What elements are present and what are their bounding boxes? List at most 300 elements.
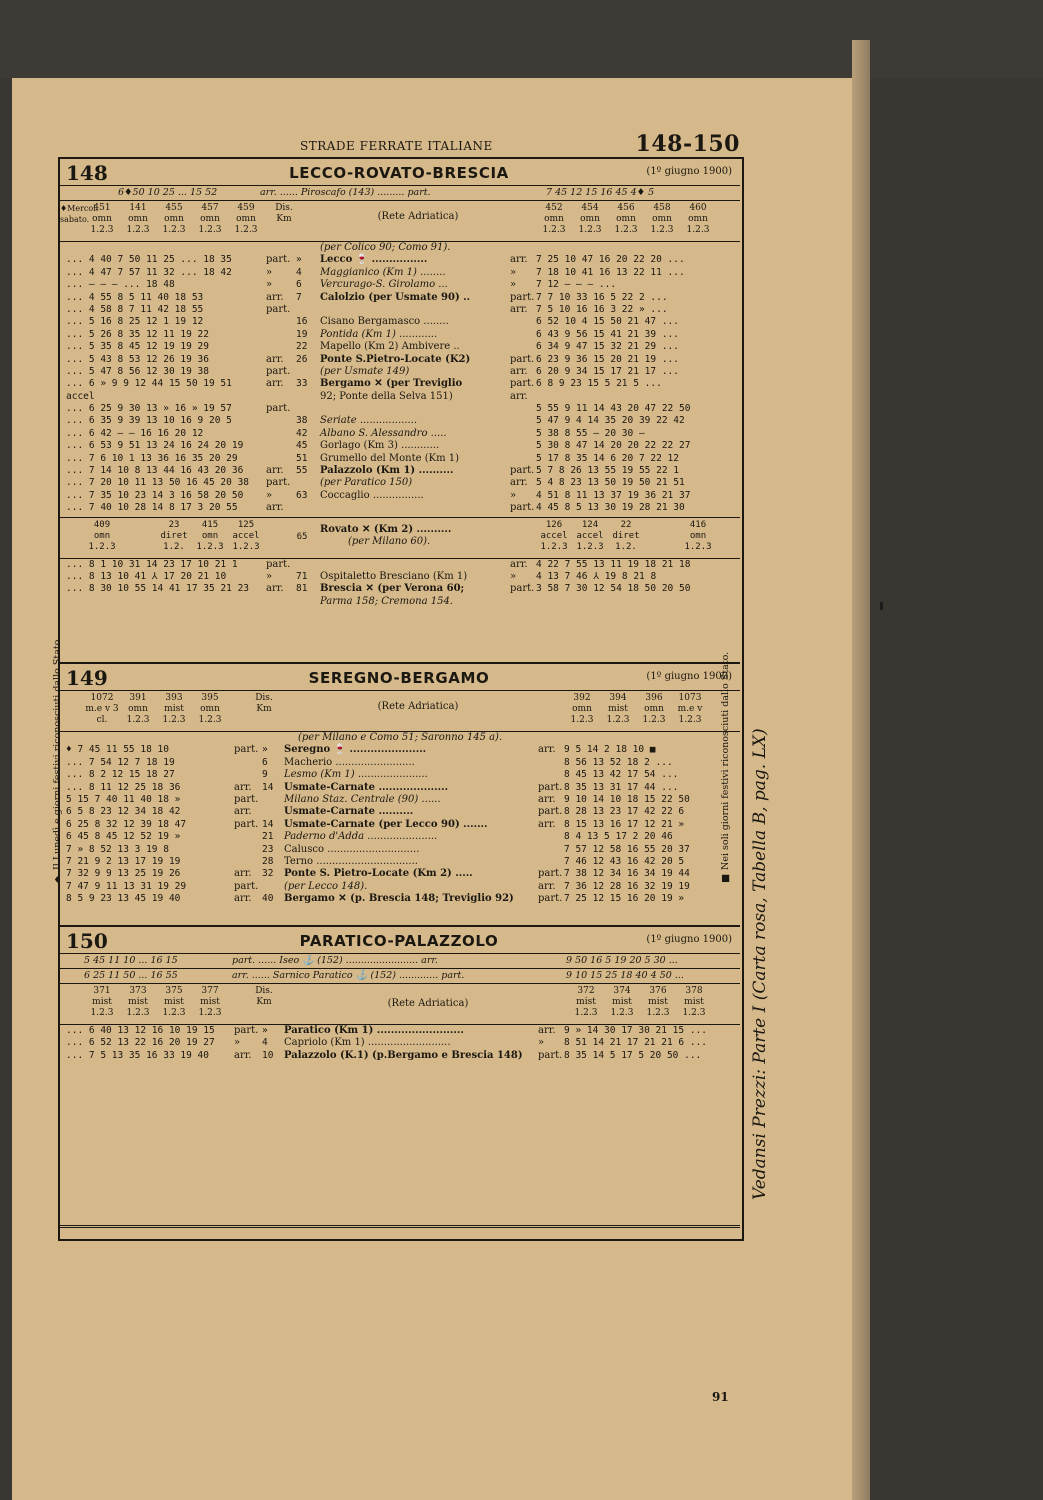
departure-times: ... 4 47 7 57 11 32 ... 18 42 bbox=[66, 266, 232, 278]
station-name: Lecco 🍷 ................ bbox=[320, 254, 428, 266]
train-head: 415 omn 1.2.3 bbox=[196, 519, 224, 552]
header-pages: 148-150 bbox=[635, 131, 740, 157]
departure-times: ... 4 40 7 50 11 25 ... 18 35 bbox=[66, 254, 232, 266]
km-cell: 38 bbox=[296, 415, 308, 427]
arr-part-marker: arr. bbox=[538, 744, 556, 756]
train-header-row-2 bbox=[58, 517, 740, 559]
bar-right-times: 9 10 15 25 18 40 4 50 ... bbox=[566, 970, 684, 981]
km-cell: 6 bbox=[296, 279, 302, 291]
table-row bbox=[58, 490, 740, 502]
departure-times: ... 8 1 10 31 14 23 17 10 21 1 bbox=[66, 558, 238, 570]
return-times: 8 45 13 42 17 54 ... bbox=[564, 769, 679, 781]
arr-part-marker: arr. bbox=[266, 291, 284, 303]
timetable-rows bbox=[58, 1025, 740, 1062]
section-date: (1º giugno 1900) bbox=[646, 166, 732, 177]
station-name: Seregno 🍷 ...................... bbox=[284, 744, 427, 756]
bar-middle-text: arr. ...... Sarnico Paratico ⚓ (152) ............. part. bbox=[232, 970, 465, 981]
table-row bbox=[58, 893, 740, 905]
table-row bbox=[58, 354, 740, 366]
km-cell: 28 bbox=[262, 855, 274, 867]
arr-part-marker: arr. bbox=[266, 353, 284, 365]
table-row bbox=[58, 583, 740, 595]
arr-part-marker: arr. bbox=[510, 365, 528, 377]
table-row bbox=[58, 844, 740, 856]
return-times: 7 46 12 43 16 42 20 5 bbox=[564, 855, 685, 867]
table-row bbox=[58, 881, 740, 893]
train-head: 395 omn 1.2.3 bbox=[198, 693, 222, 725]
station-name: (per Paratico 150) bbox=[320, 477, 413, 489]
table-row bbox=[58, 329, 740, 341]
station-name: Ospitaletto Bresciano (Km 1) bbox=[320, 570, 468, 582]
book-background bbox=[0, 0, 1043, 78]
arr-part-marker: » bbox=[510, 570, 517, 582]
departure-times: ... 4 58 8 7 11 42 18 55 bbox=[66, 303, 204, 315]
station-note: (per Milano 60). bbox=[348, 535, 431, 547]
header-title: STRADE FERRATE ITALIANE bbox=[300, 139, 493, 153]
table-row bbox=[58, 415, 740, 427]
train-head: 141 omn 1.2.3 bbox=[126, 203, 150, 235]
return-times: 4 45 8 5 13 30 19 28 21 30 bbox=[536, 502, 685, 514]
train-head: 23 diret 1.2. bbox=[160, 519, 188, 552]
km-cell: 19 bbox=[296, 328, 308, 340]
return-times: 4 51 8 11 13 37 19 36 21 37 bbox=[536, 489, 691, 501]
train-head: 393 mist 1.2.3 bbox=[162, 693, 186, 725]
station-name: Bergamo ✕ (per Treviglio bbox=[320, 378, 463, 390]
km-cell: 71 bbox=[296, 570, 308, 582]
table-row bbox=[58, 428, 740, 440]
departure-times: ... 6 53 9 51 13 24 16 24 20 19 bbox=[66, 440, 244, 452]
return-times: 6 23 9 36 15 20 21 19 ... bbox=[536, 353, 679, 365]
train-head: 454 omn 1.2.3 bbox=[578, 203, 602, 235]
arr-part-marker: » bbox=[510, 489, 517, 501]
km-cell: 14 bbox=[262, 781, 274, 793]
return-times: 7 7 10 33 16 5 22 2 ... bbox=[536, 291, 668, 303]
departure-times: 7 32 9 9 13 25 19 26 bbox=[66, 868, 181, 880]
pin-mark bbox=[880, 602, 883, 610]
return-times: 7 57 12 58 16 55 20 37 bbox=[564, 843, 690, 855]
train-header-row bbox=[58, 691, 740, 732]
km-cell: 23 bbox=[262, 843, 274, 855]
table-row bbox=[58, 571, 740, 583]
station-name: Paratico (Km 1) ......................... bbox=[284, 1025, 464, 1036]
arr-part-marker: arr. bbox=[266, 378, 284, 390]
departure-times: ♦ 7 45 11 55 18 10 bbox=[66, 744, 169, 756]
route-end-note: Parma 158; Cremona 154. bbox=[320, 595, 453, 607]
arr-part-marker: arr. bbox=[538, 818, 556, 830]
network-label: (Rete Adriatica) bbox=[377, 701, 459, 712]
arr-part-marker: » bbox=[266, 570, 273, 582]
section-header bbox=[58, 664, 740, 691]
km-cell: 21 bbox=[262, 831, 274, 843]
station-name: Usmate-Carnate .......... bbox=[284, 806, 414, 818]
bar-middle-text: part. ...... Iseo ⚓ (152) ........................ arr. bbox=[232, 955, 438, 966]
table-row bbox=[58, 403, 740, 415]
arr-part-marker: arr. bbox=[510, 254, 528, 266]
bar-middle-text: arr. ...... Piroscafo (143) ......... part. bbox=[260, 187, 431, 198]
train-head: 394 mist 1.2.3 bbox=[606, 693, 630, 725]
arr-part-marker: part. bbox=[266, 365, 291, 377]
departure-times: 7 » 8 52 13 3 19 8 bbox=[66, 843, 169, 855]
table-row bbox=[58, 782, 740, 794]
train-head: 373 mist 1.2.3 bbox=[126, 986, 150, 1018]
return-times: 8 4 13 5 17 2 20 46 bbox=[564, 831, 673, 843]
train-head: 456 omn 1.2.3 bbox=[614, 203, 638, 235]
table-row bbox=[58, 254, 740, 266]
table-row bbox=[58, 378, 740, 390]
arr-part-marker: arr. bbox=[538, 793, 556, 805]
km-cell: 33 bbox=[296, 378, 308, 390]
station-name: Pontida (Km 1) ............ bbox=[320, 328, 438, 340]
route-note: (per Colico 90; Como 91). bbox=[320, 242, 451, 253]
arr-part-marker: arr. bbox=[234, 868, 252, 880]
arr-part-marker: arr. bbox=[266, 583, 284, 595]
train-head: 459 omn 1.2.3 bbox=[234, 203, 258, 235]
return-times: 5 55 9 11 14 43 20 47 22 50 bbox=[536, 403, 691, 415]
arr-part-marker: » bbox=[510, 266, 517, 278]
return-times: 8 56 13 52 18 2 ... bbox=[564, 756, 673, 768]
arr-part-marker: part. bbox=[234, 1025, 259, 1036]
departure-times: ... 7 14 10 8 13 44 16 43 20 36 bbox=[66, 465, 244, 477]
km-cell: 26 bbox=[296, 353, 308, 365]
arr-part-marker: arr. bbox=[510, 390, 528, 402]
train-head: 371 mist 1.2.3 bbox=[90, 986, 114, 1018]
arr-part-marker: part. bbox=[538, 806, 563, 818]
km-label: Km bbox=[276, 214, 292, 224]
train-head: 1072 m.e v 3 cl. bbox=[85, 693, 119, 725]
arr-part-marker: arr. bbox=[510, 303, 528, 315]
return-times: 7 25 10 47 16 20 22 20 ... bbox=[536, 254, 685, 266]
return-times: 5 38 8 55 — 20 30 — bbox=[536, 427, 645, 439]
return-times: 7 18 10 41 16 13 22 11 ... bbox=[536, 266, 685, 278]
section-title: PARATICO-PALAZZOLO bbox=[299, 932, 499, 950]
departure-times: 7 47 9 11 13 31 19 29 bbox=[66, 880, 187, 892]
departure-times: ... 4 55 8 5 11 40 18 53 bbox=[66, 291, 204, 303]
station-name: Paderno d'Adda ...................... bbox=[284, 831, 438, 843]
table-row bbox=[58, 794, 740, 806]
table-row bbox=[58, 341, 740, 353]
departure-times: ... 5 26 8 35 12 11 19 22 bbox=[66, 328, 209, 340]
arr-part-marker: part. bbox=[510, 291, 535, 303]
steamer-connection-row bbox=[58, 969, 740, 984]
arr-part-marker: part. bbox=[510, 378, 535, 390]
train-header-row bbox=[58, 984, 740, 1025]
departure-times: 8 5 9 23 13 45 19 40 bbox=[66, 893, 181, 905]
running-header bbox=[60, 131, 740, 157]
arr-part-marker: » bbox=[266, 279, 273, 291]
return-times: 5 47 9 4 14 35 20 39 22 42 bbox=[536, 415, 685, 427]
bar-left-times: 6♦50 10 25 ... 15 52 bbox=[118, 187, 218, 198]
departure-times: ... 6 42 — — 16 16 20 12 bbox=[66, 427, 204, 439]
arr-part-marker: arr. bbox=[510, 558, 528, 570]
return-times: 5 7 8 26 13 55 19 55 22 1 bbox=[536, 465, 679, 477]
station-rovato: Rovato ✕ (Km 2) .......... bbox=[320, 523, 452, 535]
departure-times: ... 7 40 10 28 14 8 17 3 20 55 bbox=[66, 502, 238, 514]
table-row bbox=[58, 868, 740, 880]
km-head bbox=[254, 693, 274, 715]
return-times: 5 17 8 35 14 6 20 7 22 12 bbox=[536, 452, 679, 464]
km-cell: 9 bbox=[262, 769, 268, 781]
return-times: 5 4 8 23 13 50 19 50 21 51 bbox=[536, 477, 685, 489]
return-times: 7 12 — — — ... bbox=[536, 279, 617, 291]
station-name: Palazzolo (Km 1) .......... bbox=[320, 465, 454, 477]
train-head: 125 accel 1.2.3 bbox=[232, 519, 260, 552]
dis-label: Dis. bbox=[275, 203, 293, 213]
table-row bbox=[58, 757, 740, 769]
steamer-connection-row bbox=[58, 186, 740, 201]
train-head: 377 mist 1.2.3 bbox=[198, 986, 222, 1018]
route-note: (per Milano e Como 51; Saronno 145 a). bbox=[298, 732, 503, 743]
departure-times: 7 21 9 2 13 17 19 19 bbox=[66, 855, 181, 867]
km-cell: 65 bbox=[296, 531, 308, 542]
table-row bbox=[58, 465, 740, 477]
departure-times: ... 6 52 13 22 16 20 19 27 bbox=[66, 1037, 215, 1049]
departure-times: accel bbox=[66, 390, 95, 402]
km-cell: » bbox=[262, 1025, 268, 1036]
arr-part-marker: arr. bbox=[538, 880, 556, 892]
station-name: Vercurago-S. Girolamo ... bbox=[320, 279, 448, 291]
train-head: 416 omn 1.2.3 bbox=[684, 519, 712, 552]
table-row bbox=[58, 769, 740, 781]
arr-part-marker: » bbox=[266, 489, 273, 501]
network-label: (Rete Adriatica) bbox=[387, 998, 469, 1009]
station-name: Cisano Bergamasco ........ bbox=[320, 316, 449, 328]
station-name: 92; Ponte della Selva 151) bbox=[320, 390, 453, 402]
station-name: Usmate-Carnate (per Lecco 90) ....... bbox=[284, 818, 488, 830]
arr-part-marker: part. bbox=[234, 744, 259, 756]
section-header bbox=[58, 927, 740, 954]
departure-times: ... 7 54 12 7 18 19 bbox=[66, 756, 175, 768]
arr-part-marker: » bbox=[538, 1037, 545, 1049]
timetable-rows bbox=[58, 242, 740, 608]
table-row bbox=[58, 1050, 740, 1062]
arr-part-marker: » bbox=[266, 266, 273, 278]
km-label: Km bbox=[256, 704, 272, 714]
arr-part-marker: part. bbox=[266, 477, 291, 489]
return-times: 7 36 12 28 16 32 19 19 bbox=[564, 880, 690, 892]
table-row bbox=[58, 316, 740, 328]
train-head: 391 omn 1.2.3 bbox=[126, 693, 150, 725]
arr-part-marker: arr. bbox=[510, 477, 528, 489]
km-cell: 6 bbox=[262, 756, 268, 768]
return-times: 7 5 10 16 16 3 22 » ... bbox=[536, 303, 668, 315]
return-times: 6 20 9 34 15 17 21 17 ... bbox=[536, 365, 679, 377]
km-cell: 16 bbox=[296, 316, 308, 328]
arr-part-marker: » bbox=[510, 279, 517, 291]
frame-bottom-rule bbox=[58, 1225, 740, 1228]
table-row bbox=[58, 440, 740, 452]
table-row bbox=[58, 453, 740, 465]
km-cell: 4 bbox=[296, 266, 302, 278]
table-row bbox=[58, 279, 740, 291]
station-name: Calusco ............................. bbox=[284, 843, 420, 855]
rows-149 bbox=[58, 744, 740, 905]
departure-times: ... 6 25 9 30 13 » 16 » 19 57 bbox=[66, 403, 232, 415]
station-name: Terno ................................ bbox=[284, 855, 418, 867]
departure-times: ... 6 » 9 9 12 44 15 50 19 51 bbox=[66, 378, 232, 390]
station-name: (per Lecco 148). bbox=[284, 880, 368, 892]
section-header bbox=[58, 159, 740, 186]
km-cell: 42 bbox=[296, 427, 308, 439]
train-head: 378 mist 1.2.3 bbox=[682, 986, 706, 1018]
table-row bbox=[58, 744, 740, 756]
bar-right-times: 7 45 12 15 16 45 4♦ 5 bbox=[546, 187, 655, 198]
table-row bbox=[58, 391, 740, 403]
km-cell: 7 bbox=[296, 291, 302, 303]
arr-part-marker: part. bbox=[510, 583, 535, 595]
return-times: 8 35 13 31 17 44 ... bbox=[564, 781, 679, 793]
train-head: 374 mist 1.2.3 bbox=[610, 986, 634, 1018]
table-row bbox=[58, 856, 740, 868]
train-head: 375 mist 1.2.3 bbox=[162, 986, 186, 1018]
return-times: 8 51 14 21 17 21 21 6 ... bbox=[564, 1037, 707, 1049]
station-name: Palazzolo (K.1) (p.Bergamo e Brescia 148) bbox=[284, 1049, 523, 1061]
arr-part-marker: part. bbox=[266, 558, 291, 570]
departure-times: ... 6 35 9 39 13 10 16 9 20 5 bbox=[66, 415, 232, 427]
station-name: Mapello (Km 2) Ambivere .. bbox=[320, 341, 460, 353]
train-head: 372 mist 1.2.3 bbox=[574, 986, 598, 1018]
arr-part-marker: part. bbox=[538, 893, 563, 905]
arr-part-marker: part. bbox=[538, 781, 563, 793]
km-head bbox=[274, 203, 294, 225]
arr-part-marker: part. bbox=[234, 880, 259, 892]
train-head: ♦Mercol. sabato. bbox=[60, 204, 99, 224]
table-row bbox=[58, 806, 740, 818]
bar-left-times: 6 25 11 50 ... 16 55 bbox=[84, 970, 178, 981]
km-cell: » bbox=[296, 254, 302, 266]
side-note: Vedansi Prezzi: Parte I (Carta rosa, Tabella B, pag. LX) bbox=[750, 728, 770, 1200]
departure-times: ... 5 47 8 56 12 30 19 38 bbox=[66, 365, 209, 377]
train-head: 455 omn 1.2.3 bbox=[162, 203, 186, 235]
km-cell: 63 bbox=[296, 489, 308, 501]
return-times: 9 » 14 30 17 30 21 15 ... bbox=[564, 1025, 707, 1036]
departure-times: ... 7 20 10 11 13 50 16 45 20 38 bbox=[66, 477, 250, 489]
return-times: 6 52 10 4 15 50 21 47 ... bbox=[536, 316, 679, 328]
table-row bbox=[58, 819, 740, 831]
departure-times: ... 5 35 8 45 12 19 19 29 bbox=[66, 341, 209, 353]
arr-part-marker: arr. bbox=[234, 1049, 252, 1061]
table-row bbox=[58, 304, 740, 316]
train-head: 126 accel 1.2.3 bbox=[540, 519, 568, 552]
dis-label: Dis. bbox=[255, 693, 273, 703]
station-name: Macherio ......................... bbox=[284, 756, 415, 768]
return-times: 6 43 9 56 15 41 21 39 ... bbox=[536, 328, 679, 340]
return-times: 8 28 13 23 17 42 22 6 bbox=[564, 806, 685, 818]
station-name: Brescia ✕ (per Verona 60; bbox=[320, 583, 465, 595]
return-times: 3 58 7 30 12 54 18 50 20 50 bbox=[536, 583, 691, 595]
train-head: 1073 m.e v 1.2.3 bbox=[677, 693, 703, 725]
km-cell: 14 bbox=[262, 818, 274, 830]
return-times: 8 35 14 5 17 5 20 50 ... bbox=[564, 1049, 702, 1061]
return-times: 9 5 14 2 18 10 ■ bbox=[564, 744, 656, 756]
arr-part-marker: part. bbox=[510, 502, 535, 514]
table-row bbox=[58, 1037, 740, 1049]
bar-left-times: 5 45 11 10 ... 16 15 bbox=[84, 955, 178, 966]
station-name: Coccaglio ................ bbox=[320, 489, 424, 501]
section-150 bbox=[58, 925, 740, 1062]
table-row bbox=[58, 366, 740, 378]
km-label: Km bbox=[256, 997, 272, 1007]
arr-part-marker: part. bbox=[234, 818, 259, 830]
station-name: Capriolo (Km 1) .......................... bbox=[284, 1037, 451, 1049]
train-head: 452 omn 1.2.3 bbox=[542, 203, 566, 235]
section-date: (1º giugno 1900) bbox=[646, 671, 732, 682]
departure-times: ... 6 40 13 12 16 10 19 15 bbox=[66, 1025, 215, 1036]
section-148 bbox=[58, 159, 740, 608]
km-cell: 40 bbox=[262, 893, 274, 905]
arr-part-marker: » bbox=[234, 1037, 241, 1049]
arr-part-marker: part. bbox=[538, 1049, 563, 1061]
station-name: Seriate .................. bbox=[320, 415, 418, 427]
arr-part-marker: arr. bbox=[266, 465, 284, 477]
train-head: 460 omn 1.2.3 bbox=[686, 203, 710, 235]
km-cell: 22 bbox=[296, 341, 308, 353]
train-head: 409 omn 1.2.3 bbox=[88, 519, 116, 552]
rows-part1 bbox=[58, 254, 740, 514]
rows-part2 bbox=[58, 559, 740, 596]
train-head: 457 omn 1.2.3 bbox=[198, 203, 222, 235]
bar-right-times: 9 50 16 5 19 20 5 30 ... bbox=[566, 955, 678, 966]
station-name: Lesmo (Km 1) ...................... bbox=[284, 769, 428, 781]
arr-part-marker: arr. bbox=[234, 781, 252, 793]
return-times: 4 22 7 55 13 11 19 18 21 18 bbox=[536, 558, 691, 570]
table-row bbox=[58, 502, 740, 514]
table-row bbox=[58, 559, 740, 571]
station-name: Gorlago (Km 3) ............ bbox=[320, 440, 440, 452]
departure-times: ... 8 2 12 15 18 27 bbox=[66, 769, 175, 781]
section-number: 148 bbox=[66, 161, 108, 185]
return-times: 9 10 14 10 18 15 22 50 bbox=[564, 793, 690, 805]
departure-times: ... 8 30 10 55 14 41 17 35 21 23 bbox=[66, 583, 250, 595]
section-title: LECCO-ROVATO-BRESCIA bbox=[289, 164, 509, 182]
arr-part-marker: part. bbox=[510, 353, 535, 365]
km-cell: 4 bbox=[262, 1037, 268, 1049]
section-number: 149 bbox=[66, 666, 108, 690]
station-name: Ponte S.Pietro-Locate (K2) bbox=[320, 353, 471, 365]
page-edge bbox=[852, 40, 870, 1500]
train-head: 396 omn 1.2.3 bbox=[642, 693, 666, 725]
departure-times: 6 45 8 45 12 52 19 » bbox=[66, 831, 181, 843]
dis-label: Dis. bbox=[255, 986, 273, 996]
train-head: 376 mist 1.2.3 bbox=[646, 986, 670, 1018]
km-cell: 81 bbox=[296, 583, 308, 595]
section-date: (1º giugno 1900) bbox=[646, 934, 732, 945]
arr-part-marker: part. bbox=[538, 868, 563, 880]
arr-part-marker: arr. bbox=[234, 893, 252, 905]
page-number: 91 bbox=[712, 1390, 729, 1404]
departure-times: ... 5 43 8 53 12 26 19 36 bbox=[66, 353, 209, 365]
station-name: Albano S. Alessandro ..... bbox=[320, 427, 447, 439]
departure-times: 5 15 7 40 11 40 18 » bbox=[66, 793, 181, 805]
arr-part-marker: part. bbox=[266, 403, 291, 415]
section-number: 150 bbox=[66, 929, 108, 953]
section-title: SEREGNO-BERGAMO bbox=[308, 669, 490, 687]
departure-times: ... — — — ... 18 48 bbox=[66, 279, 175, 291]
arr-part-marker: part. bbox=[266, 303, 291, 315]
return-times: 5 30 8 47 14 20 20 22 22 27 bbox=[536, 440, 691, 452]
footnote-right: ■ Nei soli giorni festivi riconosciuti dallo Stato. bbox=[720, 651, 731, 884]
arr-part-marker: part. bbox=[266, 254, 291, 266]
departure-times: 6 25 8 32 12 39 18 47 bbox=[66, 818, 187, 830]
train-head: 458 omn 1.2.3 bbox=[650, 203, 674, 235]
km-cell: 32 bbox=[262, 868, 274, 880]
return-times: 7 38 12 34 16 34 19 44 bbox=[564, 868, 690, 880]
table-row bbox=[58, 267, 740, 279]
km-cell: 55 bbox=[296, 465, 308, 477]
station-name: Grumello del Monte (Km 1) bbox=[320, 452, 460, 464]
station-name: Calolzio (per Usmate 90) .. bbox=[320, 291, 471, 303]
departure-times: ... 7 5 13 35 16 33 19 40 bbox=[66, 1049, 209, 1061]
departure-times: ... 8 13 10 41 ⅄ 17 20 21 10 bbox=[66, 570, 227, 582]
